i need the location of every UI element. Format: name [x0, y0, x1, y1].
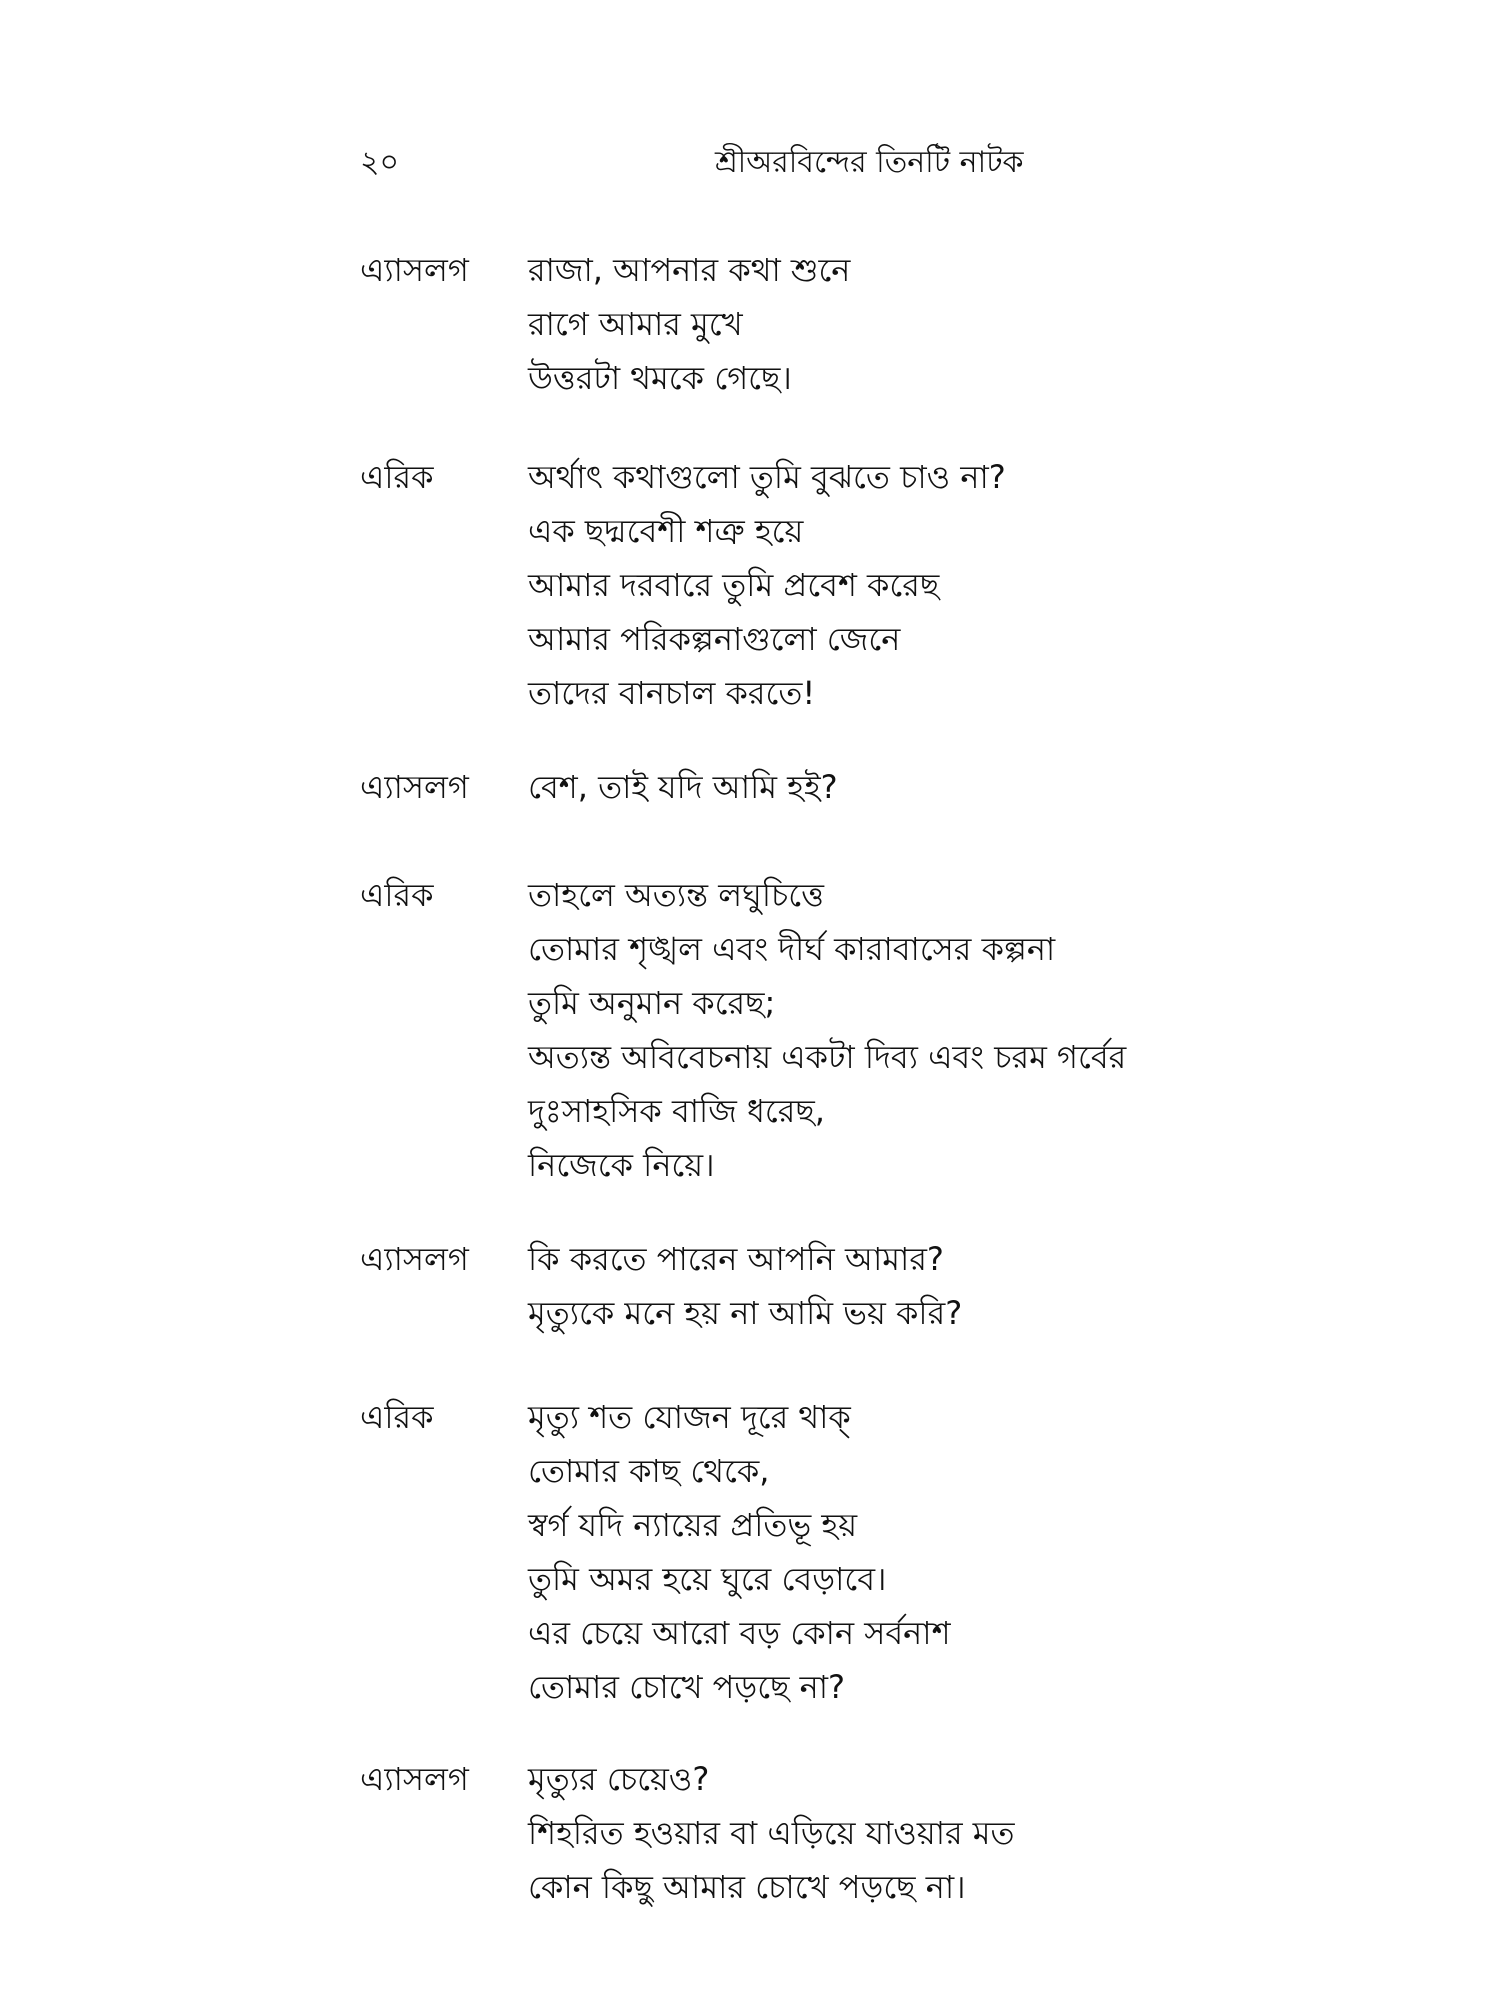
speaker-name: এরিক: [360, 876, 434, 914]
page-number: ২০: [360, 145, 400, 180]
dialogue-line: এক ছদ্মবেশী শত্রু হয়ে: [528, 512, 804, 550]
dialogue-line: শিহরিত হওয়ার বা এড়িয়ে যাওয়ার মত: [528, 1814, 1015, 1852]
dialogue-line: কি করতে পারেন আপনি আমার?: [528, 1240, 944, 1278]
dialogue-line: তাহলে অত্যন্ত লঘুচিত্তে: [528, 876, 824, 914]
running-head: [360, 138, 1024, 188]
dialogue-lines: [528, 1390, 1148, 1714]
dialogue-line: মৃত্যু শত যোজন দূরে থাক্: [528, 1398, 851, 1436]
speaker-name: এ্যাসলগ: [360, 1240, 469, 1278]
dialogue-line: আমার পরিকল্পনাগুলো জেনে: [528, 620, 901, 658]
book-title: শ্রীঅরবিন্দের তিনটি নাটক: [715, 145, 1024, 180]
speaker-name: এ্যাসলগ: [360, 768, 469, 806]
dialogue-line: রাজা, আপনার কথা শুনে: [528, 251, 851, 289]
speaker-name: এ্যাসলগ: [360, 251, 469, 289]
dialogue-lines: [528, 868, 1148, 1192]
dialogue-line: অত্যন্ত অবিবেচনায় একটা দিব্য এবং চরম গর্বের: [528, 1038, 1127, 1076]
dialogue-lines: [528, 1752, 1148, 1914]
dialogue-line: তোমার চোখে পড়ছে না?: [528, 1668, 846, 1706]
dialogue-line: মৃত্যুকে মনে হয় না আমি ভয় করি?: [528, 1294, 963, 1332]
speaker-name: এরিক: [360, 458, 434, 496]
dialogue-line: এর চেয়ে আরো বড় কোন সর্বনাশ: [528, 1614, 951, 1652]
dialogue-lines: [528, 450, 1148, 720]
dialogue-line: আমার দরবারে তুমি প্রবেশ করেছ: [528, 566, 940, 604]
dialogue-line: অর্থাৎ কথাগুলো তুমি বুঝতে চাও না?: [528, 458, 1006, 496]
dialogue-line: স্বর্গ যদি ন্যায়ের প্রতিভূ হয়: [528, 1506, 858, 1544]
dialogue-line: দুঃসাহসিক বাজি ধরেছ,: [528, 1092, 825, 1130]
dialogue-lines: [528, 760, 1148, 814]
dialogue-line: রাগে আমার মুখে: [528, 305, 743, 343]
speaker-name: এ্যাসলগ: [360, 1760, 469, 1798]
dialogue-line: তোমার কাছ থেকে,: [528, 1452, 770, 1490]
dialogue-line: উত্তরটা থমকে গেছে।: [528, 359, 792, 397]
speaker-name: এরিক: [360, 1398, 434, 1436]
dialogue-lines: [528, 1232, 1148, 1340]
dialogue-line: কোন কিছু আমার চোখে পড়ছে না।: [528, 1868, 966, 1906]
dialogue-line: তুমি অমর হয়ে ঘুরে বেড়াবে।: [528, 1560, 887, 1598]
dialogue-line: নিজেকে নিয়ে।: [528, 1146, 715, 1184]
dialogue-line: বেশ, তাই যদি আমি হই?: [528, 768, 838, 806]
dialogue-line: তোমার শৃঙ্খল এবং দীর্ঘ কারাবাসের কল্পনা: [528, 930, 1056, 968]
dialogue-line: তাদের বানচাল করতে!: [528, 674, 816, 712]
dialogue-line: তুমি অনুমান করেছ;: [528, 984, 776, 1022]
dialogue-line: মৃত্যুর চেয়েও?: [528, 1760, 710, 1798]
dialogue-lines: [528, 243, 1148, 405]
